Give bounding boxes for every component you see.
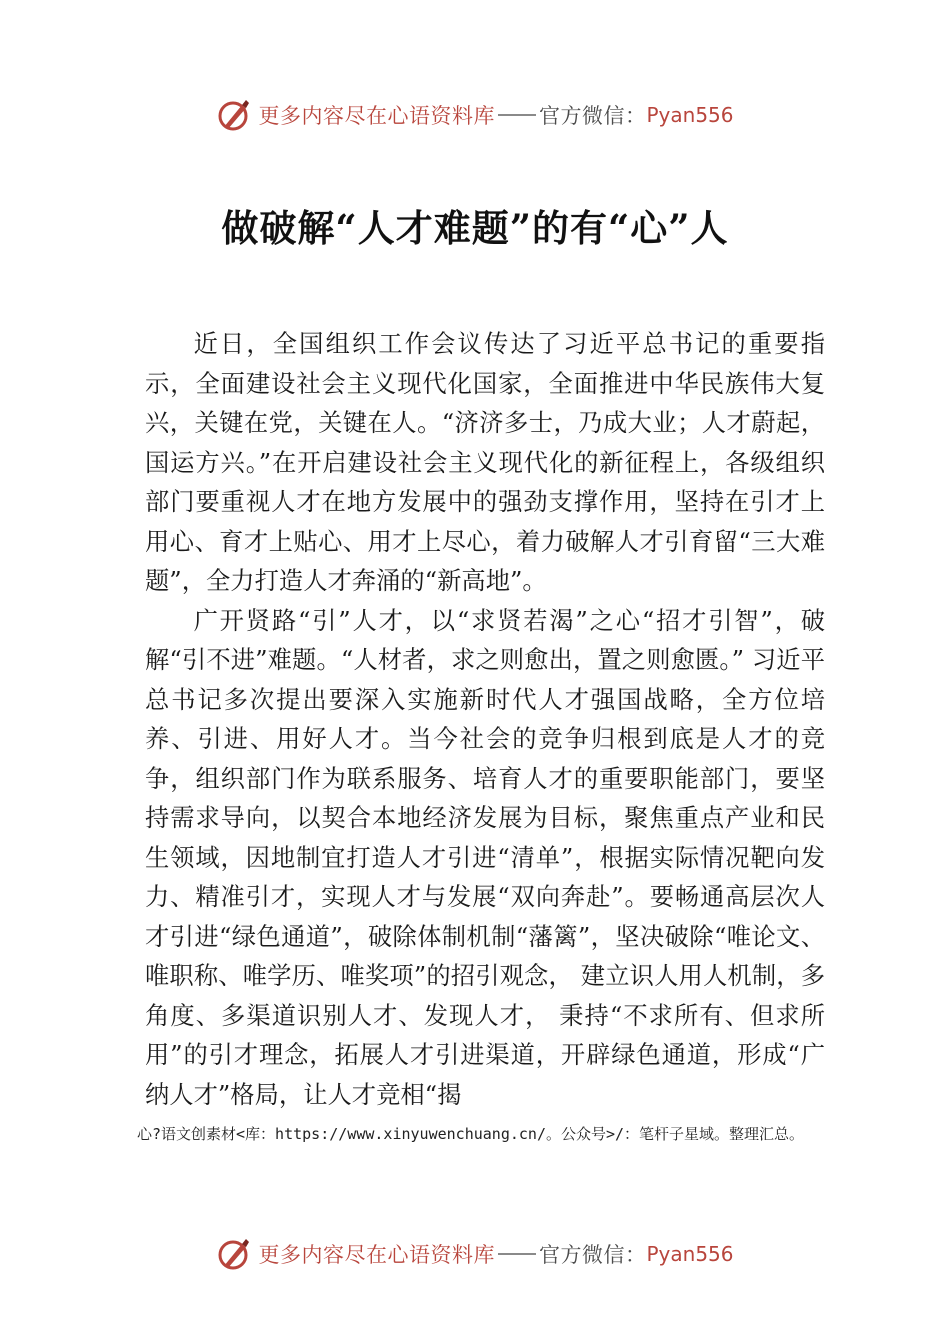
banner-slogan: 更多内容尽在心语资料库 — [258, 104, 495, 128]
banner-slogan: 更多内容尽在心语资料库 — [258, 1243, 495, 1267]
paragraph: 近日，全国组织工作会议传达了习近平总书记的重要指示，全面建设社会主义现代化国家，全面推进中华民族伟大复兴，关键在党，关键在人。“济济多士，乃成大业；人才蔚起，国运方兴。”在开启建设社会主义现代化的新征程上，各级组织部门要重视人才在地方发展中的强劲支撑作用，坚持在引才上用心、育才上贴心、用才上尽心，着力破解人才引育留“三大难题”，全力打造人才奔涌的“新高地”。 — [145, 329, 825, 595]
banner-wechat-id: Pyan556 — [646, 1242, 734, 1266]
pen-logo-icon — [216, 97, 252, 133]
header-banner — [0, 95, 950, 135]
banner-wechat-label: 官方微信： — [538, 104, 647, 128]
paragraph: 广开贤路“引”人才，以“求贤若渴”之心“招才引智”，破解“引不进”难题。“人材者，求之则愈出，置之则愈匮。” 习近平总书记多次提出要深入实施新时代人才强国战略，全方位培养、引进、用好人才。当今社会的竞争归根到底是人才的竞争，组织部门作为联系服务、培育人才的重要职能部门，要坚持需求导向，以契合本地经济发展为目标，聚焦重点产业和民生领域，因地制宜打造人才引进“清单”，根据实际情况靶向发力、精准引才，实现人才与发展“双向奔赴”。要畅通高层次人才引进“绿色通道”，破除体制机制“藩篱”，坚决破除“唯论文、唯职称、唯学历、唯奖项”的招引观念， 建立识人用人机制，多角度、多渠道识别人才、发现人才， 秉持“不求所有、但求所用”的引才理念，拓展人才引进渠道，开辟绿色通道，形成“广纳人才”格局，让人才竞相“揭 — [145, 605, 825, 1109]
footer-banner — [0, 1234, 950, 1274]
banner-divider — [498, 1253, 536, 1255]
pen-logo-icon — [216, 1236, 252, 1272]
banner-wechat-label: 官方微信： — [538, 1243, 647, 1267]
banner-divider — [498, 114, 536, 116]
source-note: 心?语文创素材<库：https://www.xinyuwenchuang.cn/。公众号>/：笔杆子星域。整理汇总。 — [137, 1125, 805, 1143]
article-body — [145, 324, 825, 1114]
article-title: 做破解“人才难题”的有“心”人 — [221, 206, 729, 250]
banner-wechat-id: Pyan556 — [646, 103, 734, 127]
